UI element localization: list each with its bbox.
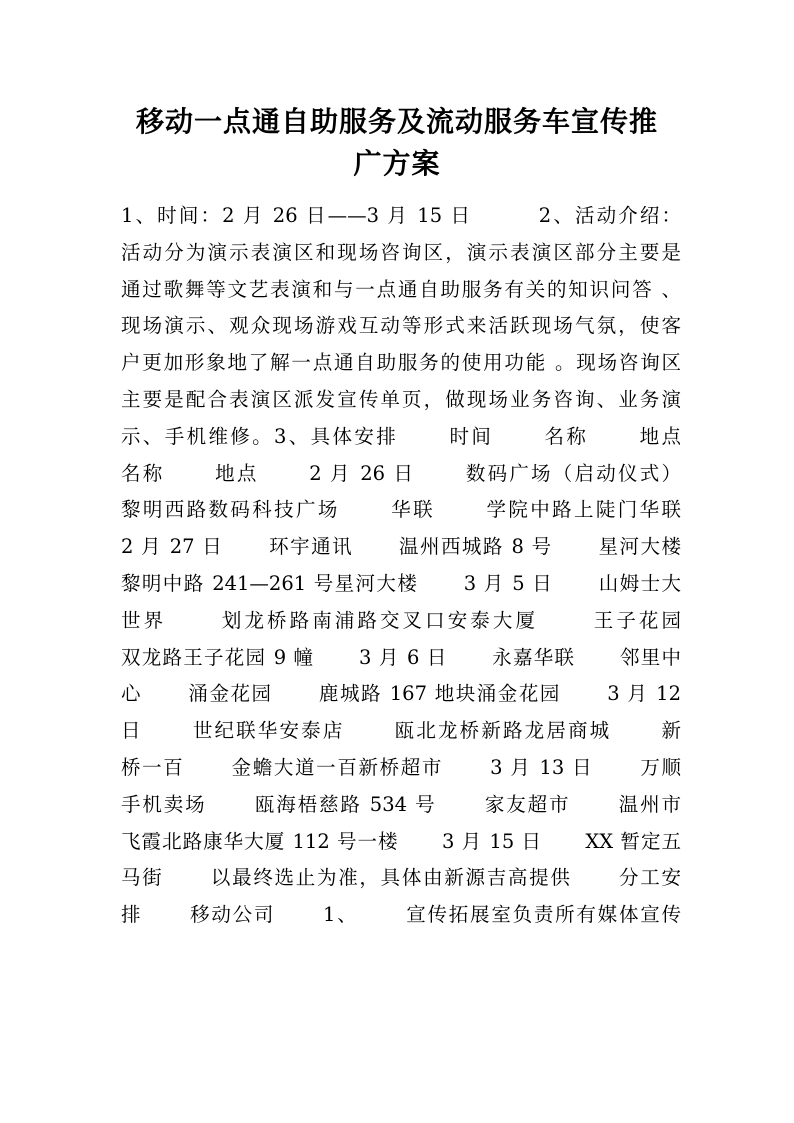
- body-line-8: 名称 地点 2 月 26 日 数码广场（启动仪式）: [121, 461, 681, 485]
- document-title-line-2: 广方案: [353, 147, 441, 180]
- body-line-14: 心 涌金花园 鹿城路 167 地块涌金花园 3 月 12: [121, 682, 681, 706]
- body-line-10: 2 月 27 日 环宇通讯 温州西城路 8 号 星河大楼: [121, 535, 681, 559]
- body-line-4: 现场演示、观众现场游戏互动等形式来活跃现场气氛，使客: [121, 314, 681, 338]
- body-line-13: 双龙路王子花园 9 幢 3 月 6 日 永嘉华联 邻里中: [121, 645, 681, 669]
- body-line-18: 飞霞北路康华大厦 112 号一楼 3 月 15 日 XX 暂定五: [121, 829, 681, 853]
- body-line-6: 主要是配合表演区派发宣传单页，做现场业务咨询、业务演: [121, 387, 681, 411]
- document-title-line-1: 移动一点通自助服务及流动服务车宣传推: [135, 105, 658, 138]
- body-line-12: 世界 划龙桥路南浦路交叉口安泰大厦 王子花园: [121, 608, 681, 632]
- body-line-16: 桥一百 金蟾大道一百新桥超市 3 月 13 日 万顺: [121, 755, 681, 779]
- body-line-20: 排 移动公司 1、 宣传拓展室负责所有媒体宣传: [121, 903, 681, 927]
- body-line-2: 活动分为演示表演区和现场咨询区，演示表演区部分主要是: [121, 240, 681, 264]
- body-line-9: 黎明西路数码科技广场 华联 学院中路上陡门华联: [121, 498, 681, 522]
- body-line-19: 马街 以最终选止为准，具体由新源吉高提供 分工安: [121, 866, 681, 890]
- body-line-11: 黎明中路 241—261 号星河大楼 3 月 5 日 山姆士大: [121, 571, 681, 595]
- body-line-7: 示、手机维修。3、具体安排 时间 名称 地点: [121, 424, 681, 448]
- body-line-15: 日 世纪联华安泰店 瓯北龙桥新路龙居商城 新: [121, 719, 681, 743]
- body-line-1: 1、时间：2 月 26 日——3 月 15 日 2、活动介绍：: [121, 204, 681, 227]
- document-body: [121, 198, 681, 934]
- body-line-17: 手机卖场 瓯海梧慈路 534 号 家友超市 温州市: [121, 792, 681, 816]
- body-line-5: 户更加形象地了解一点通自助服务的使用功能 。现场咨询区: [121, 351, 681, 375]
- body-line-3: 通过歌舞等文艺表演和与一点通自助服务有关的知识问答 、: [121, 277, 681, 301]
